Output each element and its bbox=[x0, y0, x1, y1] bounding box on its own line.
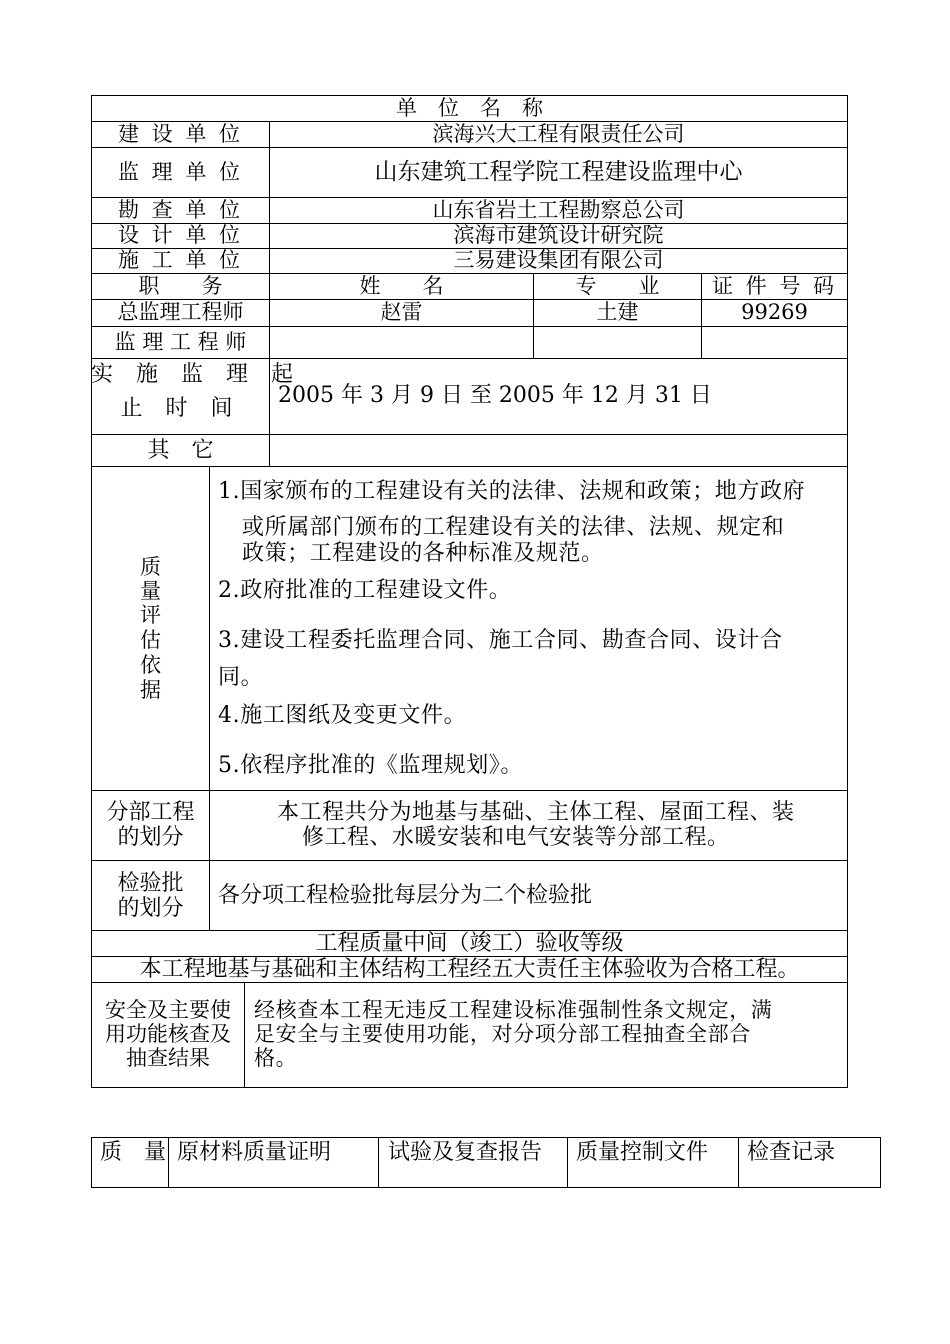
unit-value-supervision: 山东建筑工程学院工程建设监理中心 bbox=[374, 159, 743, 185]
period-label-line2: 止 时 间 bbox=[120, 396, 241, 421]
quality-basis-label-char: 量 bbox=[140, 579, 161, 603]
quality-basis-line: 或所属部门颁布的工程建设有关的法律、法规、规定和 bbox=[242, 515, 785, 540]
acceptance-value: 本工程地基与基础和主体结构工程经五大责任主体验收为合格工程。 bbox=[139, 957, 800, 982]
division-line: 修工程、水暖安装和电气安装等分部工程。 bbox=[302, 825, 730, 850]
safety-line: 格。 bbox=[254, 1046, 298, 1070]
quality-basis-label-char: 评 bbox=[140, 603, 161, 627]
unit-value-design: 滨海市建筑设计研究院 bbox=[453, 223, 664, 247]
unit-label-contractor: 施 工 单 位 bbox=[117, 248, 244, 272]
quality-basis-line: 5.依程序批准的《监理规划》。 bbox=[218, 753, 523, 778]
batch-label-line: 的划分 bbox=[117, 896, 184, 921]
safety-line: 足安全与主要使用功能，对分项分部工程抽查全部合 bbox=[254, 1022, 751, 1046]
staff-cell bbox=[701, 326, 848, 359]
period-value: 2005 年 3 月 9 日 至 2005 年 12 月 31 日 bbox=[278, 383, 712, 408]
acceptance-title: 工程质量中间（竣工）验收等级 bbox=[315, 931, 624, 956]
staff-header-name: 姓 名 bbox=[359, 274, 444, 298]
quality-basis-line: 同。 bbox=[218, 665, 264, 690]
quality-basis-label-char: 估 bbox=[140, 628, 161, 652]
safety-label-line: 安全及主要使 bbox=[105, 998, 231, 1022]
division-label-line: 的划分 bbox=[117, 825, 184, 850]
quality-basis-line: 3.建设工程委托监理合同、施工合同、勘查合同、设计合 bbox=[218, 628, 783, 653]
staff-header-cert: 证 件 号 码 bbox=[711, 274, 838, 298]
other-label: 其 它 bbox=[147, 438, 214, 463]
quality-basis-line: 4.施工图纸及变更文件。 bbox=[218, 703, 467, 728]
other-value-cell bbox=[269, 434, 848, 467]
bottom-header-material: 原材料质量证明 bbox=[177, 1140, 332, 1165]
staff-cell bbox=[269, 326, 534, 359]
header-title: 单 位 名 称 bbox=[396, 96, 543, 120]
period-label-line1: 实 施 监 理 起 bbox=[91, 362, 301, 387]
quality-basis-line: 2.政府批准的工程建设文件。 bbox=[218, 578, 512, 603]
staff-cell bbox=[533, 326, 702, 359]
quality-basis-line: 1.国家颁布的工程建设有关的法律、法规和政策；地方政府 bbox=[218, 479, 806, 504]
batch-value: 各分项工程检验批每层分为二个检验批 bbox=[218, 883, 593, 908]
division-line: 本工程共分为地基与基础、主体工程、屋面工程、装 bbox=[277, 800, 795, 825]
bottom-header-quality: 质 量 bbox=[100, 1140, 167, 1165]
safety-label-line: 抽查结果 bbox=[126, 1046, 210, 1070]
unit-label-construction: 建 设 单 位 bbox=[117, 122, 244, 146]
bottom-header-test: 试验及复查报告 bbox=[388, 1140, 543, 1165]
safety-line: 经核查本工程无违反工程建设标准强制性条文规定，满 bbox=[254, 998, 773, 1022]
unit-label-supervision: 监 理 单 位 bbox=[117, 160, 244, 184]
staff-role-engineer: 监 理 工 程 师 bbox=[114, 330, 247, 354]
batch-label-line: 检验批 bbox=[117, 871, 184, 896]
quality-basis-label-char: 据 bbox=[140, 678, 161, 702]
bottom-header-record: 检查记录 bbox=[747, 1140, 836, 1165]
staff-header-role: 职 务 bbox=[138, 274, 223, 298]
quality-basis-label-char: 依 bbox=[140, 653, 161, 677]
division-label-line: 分部工程 bbox=[106, 800, 195, 825]
unit-label-design: 设 计 单 位 bbox=[117, 223, 244, 247]
staff-cert-chief: 99269 bbox=[741, 300, 808, 324]
staff-name-chief: 赵雷 bbox=[380, 300, 423, 324]
safety-label-line: 用功能核查及 bbox=[105, 1022, 231, 1046]
staff-major-chief: 土建 bbox=[596, 300, 639, 324]
quality-basis-label-char: 质 bbox=[140, 555, 161, 579]
unit-value-survey: 山东省岩土工程勘察总公司 bbox=[432, 198, 685, 222]
staff-role-chief: 总监理工程师 bbox=[117, 300, 244, 324]
staff-header-major: 专 业 bbox=[575, 274, 660, 298]
quality-basis-line: 政策；工程建设的各种标准及规范。 bbox=[242, 541, 604, 566]
unit-value-construction: 滨海兴大工程有限责任公司 bbox=[432, 122, 685, 146]
unit-label-survey: 勘 查 单 位 bbox=[117, 198, 244, 222]
bottom-header-control: 质量控制文件 bbox=[576, 1140, 709, 1165]
unit-value-contractor: 三易建设集团有限公司 bbox=[453, 248, 664, 272]
